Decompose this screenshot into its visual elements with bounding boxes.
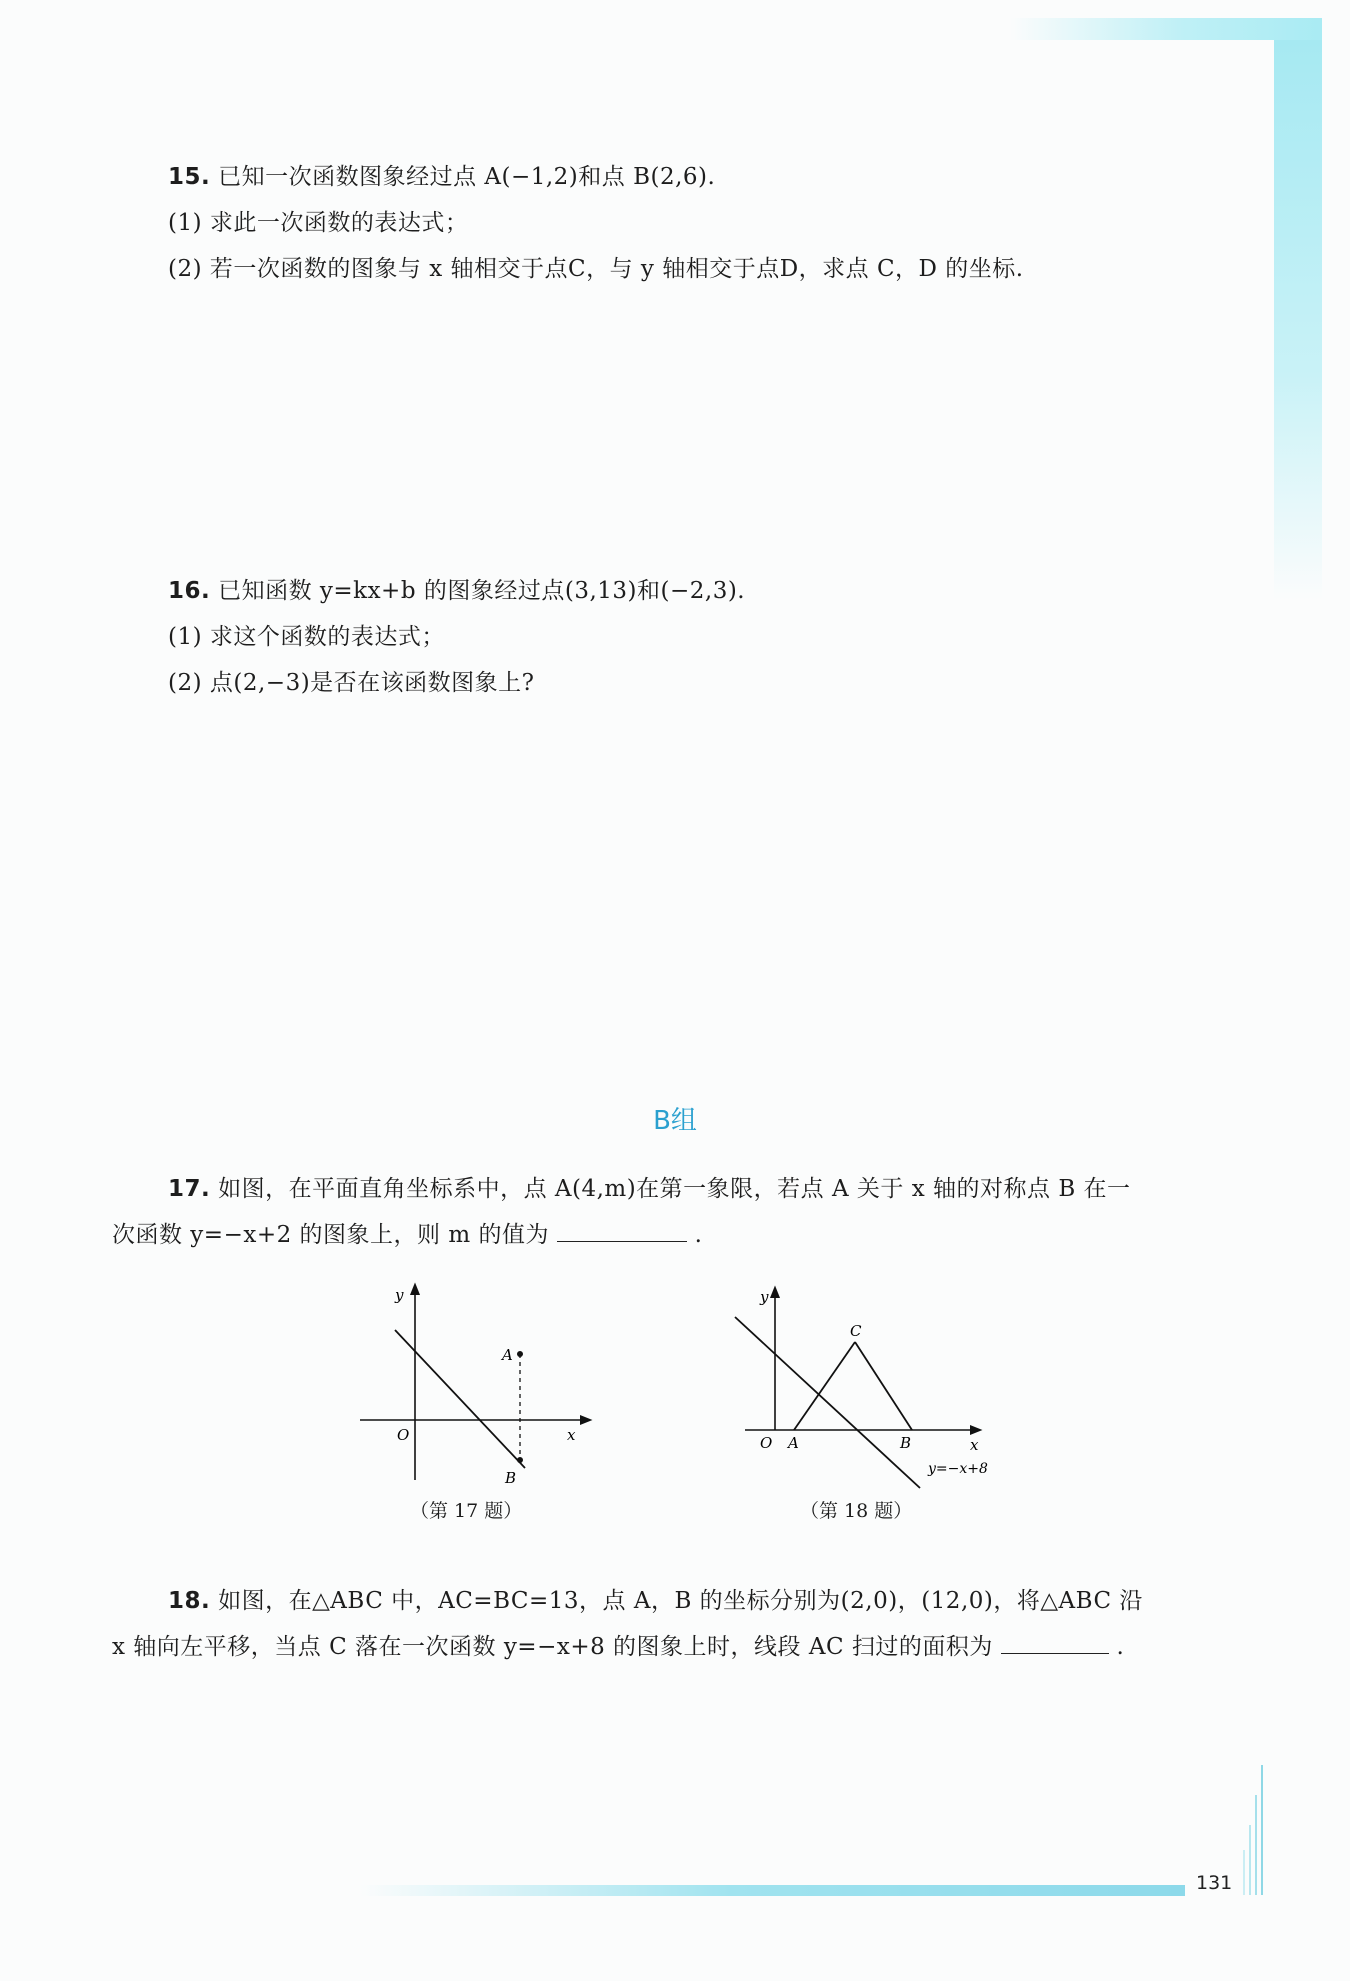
point-a-label: A [788,1434,799,1452]
line-equation-label: y=−x+8 [928,1461,988,1477]
question-end: . [694,1222,703,1248]
x-axis-label: x [567,1426,576,1444]
point-b [517,1457,523,1463]
y-axis-label: y [760,1288,769,1306]
question-part-1: (1) 求这个函数的表达式； [168,624,445,650]
figure-18-caption: （第 18 题） [800,1500,913,1522]
corner-lines-decoration [1238,1765,1268,1895]
function-line [735,1317,920,1488]
point-b-label: B [900,1434,912,1452]
right-decoration-band [1274,40,1322,600]
point-a [517,1351,523,1357]
question-part-2: (2) 点(2,−3)是否在该函数图象上? [168,670,535,696]
figure-17-caption: （第 17 题） [410,1500,523,1522]
question-line-2: 次函数 y=−x+2 的图象上，则 m 的值为 [112,1222,549,1248]
figure-17 [355,1280,605,1490]
triangle-side-bc [855,1342,912,1430]
question-number: 15. [168,164,211,190]
page-number: 131 [1196,1872,1233,1894]
point-c-label: C [850,1322,862,1340]
question-stem: 已知一次函数图象经过点 A(−1,2)和点 B(2,6). [218,164,716,190]
question-part-2: (2) 若一次函数的图象与 x 轴相交于点C，与 y 轴相交于点D，求点 C，D 的坐标. [168,256,1024,282]
section-title: B组 [653,1106,697,1136]
y-axis-label: y [395,1286,404,1304]
answer-blank[interactable] [1001,1631,1109,1654]
question-line-1: 如图，在平面直角坐标系中，点 A(4,m)在第一象限，若点 A 关于 x 轴的对称点 B 在一 [218,1176,1131,1202]
point-b-label: B [505,1469,517,1487]
question-end: . [1116,1634,1125,1660]
bottom-decoration-band [360,1885,1185,1896]
question-number: 18. [168,1588,211,1614]
point-a-label: A [502,1346,513,1364]
origin-label: O [397,1426,410,1444]
question-line-2: x 轴向左平移，当点 C 落在一次函数 y=−x+8 的图象上时，线段 AC 扫过的面积为 [112,1634,993,1660]
top-decoration-band [1010,18,1322,40]
origin-label: O [760,1434,773,1452]
question-part-1: (1) 求此一次函数的表达式； [168,210,469,236]
question-line-1: 如图，在△ABC 中，AC=BC=13，点 A，B 的坐标分别为(2,0)，(12,0)，将△ABC 沿 [218,1588,1143,1614]
x-axis-label: x [970,1436,979,1454]
figure-18 [730,1280,1000,1490]
triangle-side-ac [794,1342,855,1430]
question-number: 17. [168,1176,211,1202]
question-number: 16. [168,578,211,604]
answer-blank[interactable] [557,1219,687,1242]
question-stem: 已知函数 y=kx+b 的图象经过点(3,13)和(−2,3). [218,578,746,604]
